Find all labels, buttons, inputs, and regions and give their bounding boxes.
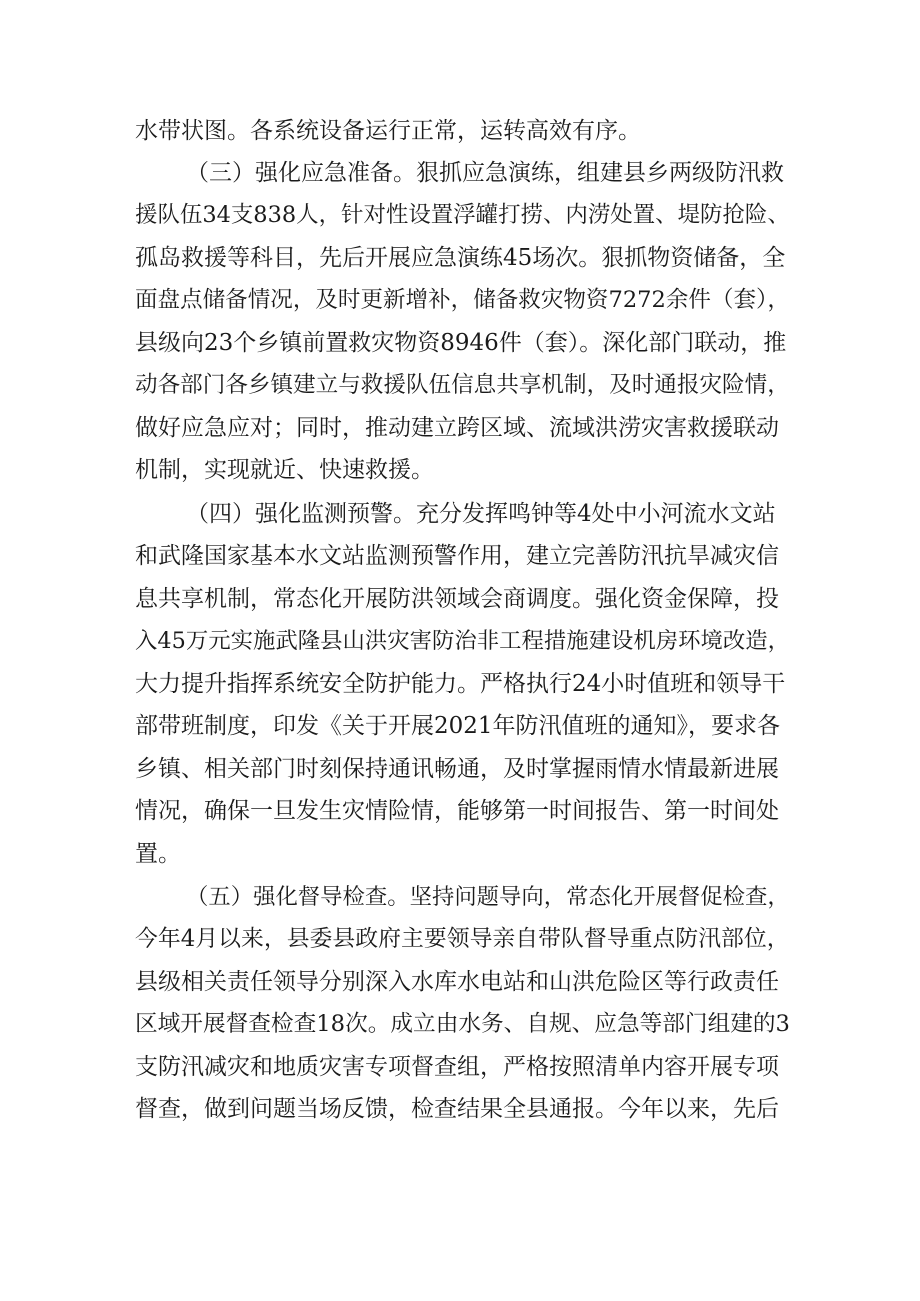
line-text: 孤岛救援等科目，先后开展应急演练45场次。狠抓物资储备，全 [135, 245, 786, 271]
line-text: 今年4月以来，县委县政府主要领导亲自带队督导重点防汛部位， [135, 926, 790, 952]
text-line [0, 452, 920, 488]
line-text: （四）强化监测预警。充分发挥鸣钟等4处中小河流水文站 [186, 501, 776, 527]
text-line [0, 367, 920, 403]
line-text: 乡镇、相关部门时刻保持通讯畅通，及时掌握雨情水情最新进展 [135, 756, 779, 782]
text-line [0, 666, 920, 702]
text-line [0, 410, 920, 446]
line-text: 置。 [135, 841, 181, 867]
line-text: 和武隆国家基本水文站监测预警作用，建立完善防汛抗旱减灾信 [135, 543, 779, 569]
text-line [0, 879, 920, 915]
text-line [0, 155, 920, 191]
text-line [0, 793, 920, 829]
line-text: 督查，做到问题当场反馈，检查结果全县通报。今年以来，先后 [135, 1096, 779, 1122]
line-text: 县级向23个乡镇前置救灾物资8946件（套）。深化部门联动，推 [135, 330, 787, 356]
text-line [0, 113, 920, 149]
line-text: 动各部门各乡镇建立与救援队伍信息共享机制，及时通报灾险情， [135, 372, 790, 398]
text-line [0, 751, 920, 787]
text-line [0, 836, 920, 872]
text-line [0, 921, 920, 957]
line-text: 县级相关责任领导分别深入水库水电站和山洪危险区等行政责任 [135, 969, 779, 995]
text-line [0, 325, 920, 361]
line-text: 机制，实现就近、快速救援。 [135, 457, 434, 483]
text-line [0, 240, 920, 276]
line-text: 水带状图。各系统设备运行正常，运转高效有序。 [135, 118, 641, 144]
text-line [0, 282, 920, 318]
line-text: 部带班制度，印发《关于开展2021年防汛值班的通知》，要求各 [135, 713, 781, 739]
line-text: 支防汛减灾和地质灾害专项督查组，严格按照清单内容开展专项 [135, 1054, 779, 1080]
line-text: 情况，确保一旦发生灾情险情，能够第一时间报告、第一时间处 [135, 798, 779, 824]
line-text: 面盘点储备情况，及时更新增补，储备救灾物资7272余件（套）， [135, 287, 790, 313]
line-text: 援队伍34支838人，针对性设置浮罐打捞、内涝处置、堤防抢险、 [135, 202, 790, 228]
text-line [0, 964, 920, 1000]
text-line [0, 1049, 920, 1085]
line-text: 息共享机制，常态化开展防洪领域会商调度。强化资金保障，投 [135, 586, 779, 612]
line-text: 区域开展督查检查18次。成立由水务、自规、应急等部门组建的3 [135, 1011, 790, 1037]
text-line [0, 581, 920, 617]
line-text: 入45万元实施武隆县山洪灾害防治非工程措施建设机房环境改造， [135, 628, 790, 654]
text-line [0, 1091, 920, 1127]
text-line [0, 538, 920, 574]
line-text: 大力提升指挥系统安全防护能力。严格执行24小时值班和领导干 [135, 671, 786, 697]
text-line [0, 708, 920, 744]
line-text: 做好应急应对；同时，推动建立跨区域、流域洪涝灾害救援联动 [135, 415, 779, 441]
text-line [0, 197, 920, 233]
line-text: （三）强化应急准备。狠抓应急演练，组建县乡两级防汛救 [186, 160, 784, 186]
text-line [0, 496, 920, 532]
text-line [0, 623, 920, 659]
line-text: （五）强化督导检查。坚持问题导向，常态化开展督促检查， [186, 884, 790, 910]
text-line [0, 1006, 920, 1042]
